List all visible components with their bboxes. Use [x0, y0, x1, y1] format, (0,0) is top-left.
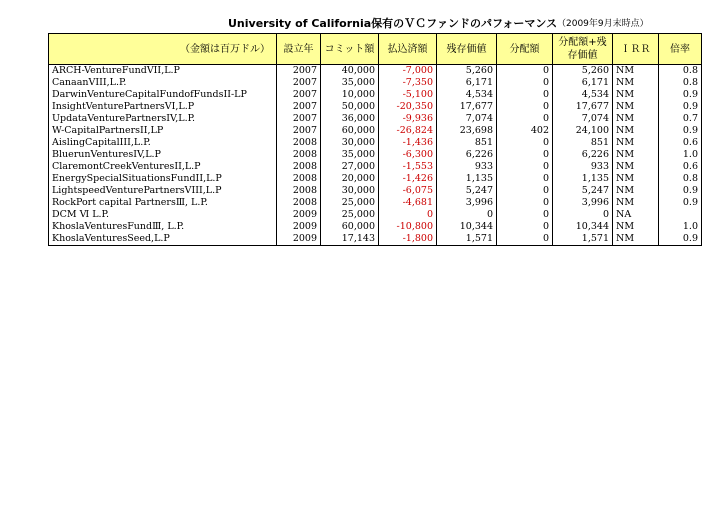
cell-commit: 30,000 — [321, 137, 379, 149]
cell-irr: NA — [613, 209, 659, 221]
cell-distributed: 402 — [497, 125, 553, 137]
cell-paid-in: -1,553 — [379, 161, 437, 173]
cell-distributed: 0 — [497, 113, 553, 125]
cell-total: 851 — [553, 137, 613, 149]
cell-year: 2007 — [277, 89, 321, 101]
cell-commit: 36,000 — [321, 113, 379, 125]
column-header-multiple: 倍率 — [659, 34, 702, 65]
cell-irr: NM — [613, 137, 659, 149]
cell-multiple: 0.9 — [659, 125, 702, 137]
table-row — [49, 209, 702, 221]
cell-year: 2007 — [277, 113, 321, 125]
cell-multiple: 0.9 — [659, 197, 702, 209]
cell-commit: 20,000 — [321, 173, 379, 185]
cell-year: 2008 — [277, 185, 321, 197]
table-row — [49, 233, 702, 246]
cell-name: CanaanVIII,L.P. — [49, 77, 277, 89]
cell-total: 3,996 — [553, 197, 613, 209]
cell-total: 5,247 — [553, 185, 613, 197]
cell-paid-in: -5,100 — [379, 89, 437, 101]
cell-name: KhoslaVenturesSeed,L.P — [49, 233, 277, 246]
cell-year: 2009 — [277, 209, 321, 221]
cell-irr: NM — [613, 101, 659, 113]
cell-paid-in: -1,800 — [379, 233, 437, 246]
table-row — [49, 77, 702, 89]
cell-multiple: 0.9 — [659, 101, 702, 113]
table-row — [49, 137, 702, 149]
cell-name: DarwinVentureCapitalFundofFundsII-LP — [49, 89, 277, 101]
cell-multiple: 1.0 — [659, 221, 702, 233]
cell-total: 17,677 — [553, 101, 613, 113]
cell-residual: 7,074 — [437, 113, 497, 125]
cell-multiple: 0.8 — [659, 65, 702, 78]
table-row — [49, 221, 702, 233]
cell-year: 2009 — [277, 221, 321, 233]
cell-commit: 40,000 — [321, 65, 379, 78]
cell-paid-in: -26,824 — [379, 125, 437, 137]
cell-year: 2007 — [277, 101, 321, 113]
cell-multiple: 0.7 — [659, 113, 702, 125]
cell-irr: NM — [613, 149, 659, 161]
column-header-total — [553, 34, 613, 65]
cell-total: 7,074 — [553, 113, 613, 125]
column-header-residual: 残存価値 — [437, 34, 497, 65]
cell-paid-in: -6,300 — [379, 149, 437, 161]
cell-multiple: 0.6 — [659, 161, 702, 173]
cell-residual: 10,344 — [437, 221, 497, 233]
cell-distributed: 0 — [497, 173, 553, 185]
cell-name: BluerunVenturesIV,L.P — [49, 149, 277, 161]
cell-commit: 10,000 — [321, 89, 379, 101]
cell-residual: 4,534 — [437, 89, 497, 101]
cell-irr: NM — [613, 125, 659, 137]
cell-name: UpdataVenturePartnersIV,L.P. — [49, 113, 277, 125]
cell-multiple: 0.9 — [659, 89, 702, 101]
cell-distributed: 0 — [497, 197, 553, 209]
cell-distributed: 0 — [497, 77, 553, 89]
cell-residual: 1,135 — [437, 173, 497, 185]
column-header-paid-in: 払込済額 — [379, 34, 437, 65]
cell-irr: NM — [613, 89, 659, 101]
cell-name: InsightVenturePartnersVI,L.P — [49, 101, 277, 113]
cell-commit: 60,000 — [321, 125, 379, 137]
cell-irr: NM — [613, 77, 659, 89]
cell-name: LightspeedVenturePartnersVIII,L.P — [49, 185, 277, 197]
cell-year: 2007 — [277, 125, 321, 137]
cell-paid-in: -9,936 — [379, 113, 437, 125]
cell-distributed: 0 — [497, 65, 553, 78]
table-body — [49, 65, 702, 246]
cell-total: 5,260 — [553, 65, 613, 78]
cell-residual: 17,677 — [437, 101, 497, 113]
cell-residual: 5,247 — [437, 185, 497, 197]
cell-distributed: 0 — [497, 221, 553, 233]
cell-residual: 23,698 — [437, 125, 497, 137]
cell-irr: NM — [613, 113, 659, 125]
cell-paid-in: -10,800 — [379, 221, 437, 233]
cell-distributed: 0 — [497, 209, 553, 221]
cell-irr: NM — [613, 197, 659, 209]
table-row — [49, 197, 702, 209]
cell-residual: 6,171 — [437, 77, 497, 89]
cell-commit: 35,000 — [321, 77, 379, 89]
cell-multiple: 1.0 — [659, 149, 702, 161]
cell-name: EnergySpecialSituationsFundII,L.P — [49, 173, 277, 185]
cell-multiple: 0.6 — [659, 137, 702, 149]
cell-total: 24,100 — [553, 125, 613, 137]
cell-total: 1,571 — [553, 233, 613, 246]
cell-distributed: 0 — [497, 149, 553, 161]
cell-total: 6,226 — [553, 149, 613, 161]
table-row — [49, 113, 702, 125]
cell-residual: 851 — [437, 137, 497, 149]
cell-distributed: 0 — [497, 101, 553, 113]
cell-paid-in: -4,681 — [379, 197, 437, 209]
page-title: University of California保有のＶＣファンドのパフォーマンス — [228, 17, 558, 30]
cell-paid-in: -20,350 — [379, 101, 437, 113]
table-row — [49, 101, 702, 113]
cell-commit: 27,000 — [321, 161, 379, 173]
cell-residual: 0 — [437, 209, 497, 221]
cell-year: 2008 — [277, 137, 321, 149]
table-row — [49, 149, 702, 161]
cell-residual: 1,571 — [437, 233, 497, 246]
column-header-distributed: 分配額 — [497, 34, 553, 65]
cell-year: 2008 — [277, 197, 321, 209]
cell-total: 1,135 — [553, 173, 613, 185]
table-row — [49, 161, 702, 173]
cell-residual: 5,260 — [437, 65, 497, 78]
cell-year: 2008 — [277, 149, 321, 161]
cell-irr: NM — [613, 233, 659, 246]
cell-irr: NM — [613, 65, 659, 78]
cell-paid-in: -1,426 — [379, 173, 437, 185]
cell-paid-in: -7,000 — [379, 65, 437, 78]
cell-commit: 17,143 — [321, 233, 379, 246]
column-header-year: 設立年 — [277, 34, 321, 65]
cell-total: 10,344 — [553, 221, 613, 233]
cell-name: KhoslaVenturesFundⅢ, L.P. — [49, 221, 277, 233]
cell-commit: 25,000 — [321, 197, 379, 209]
cell-residual: 6,226 — [437, 149, 497, 161]
cell-multiple — [659, 209, 702, 221]
cell-total: 6,171 — [553, 77, 613, 89]
column-header-irr: ＩＲＲ — [613, 34, 659, 65]
cell-name: DCM Ⅵ L.P. — [49, 209, 277, 221]
fund-performance-table — [48, 33, 702, 246]
cell-year: 2009 — [277, 233, 321, 246]
cell-irr: NM — [613, 221, 659, 233]
cell-residual: 3,996 — [437, 197, 497, 209]
cell-name: ClaremontCreekVenturesII,L.P — [49, 161, 277, 173]
cell-name: W-CapitalPartnersII,LP — [49, 125, 277, 137]
cell-distributed: 0 — [497, 185, 553, 197]
cell-year: 2007 — [277, 77, 321, 89]
table-row — [49, 173, 702, 185]
cell-year: 2008 — [277, 161, 321, 173]
cell-year: 2008 — [277, 173, 321, 185]
column-header-total-line2: 存価値 — [567, 50, 598, 61]
cell-paid-in: -1,436 — [379, 137, 437, 149]
cell-commit: 30,000 — [321, 185, 379, 197]
cell-multiple: 0.9 — [659, 185, 702, 197]
as-of-date: （2009年9月末時点） — [557, 19, 649, 29]
table-row — [49, 185, 702, 197]
cell-irr: NM — [613, 161, 659, 173]
cell-multiple: 0.9 — [659, 233, 702, 246]
cell-commit: 50,000 — [321, 101, 379, 113]
cell-total: 4,534 — [553, 89, 613, 101]
cell-name: RockPort capital PartnersⅢ, L.P. — [49, 197, 277, 209]
column-header-total-line1: 分配額+残 — [558, 37, 607, 48]
cell-name: AislingCapitalIII,L.P. — [49, 137, 277, 149]
column-header-commit: コミット額 — [321, 34, 379, 65]
column-header-name: （金額は百万ドル） — [49, 34, 277, 65]
cell-irr: NM — [613, 185, 659, 197]
cell-multiple: 0.8 — [659, 77, 702, 89]
cell-multiple: 0.8 — [659, 173, 702, 185]
cell-paid-in: -7,350 — [379, 77, 437, 89]
table-row — [49, 89, 702, 101]
cell-distributed: 0 — [497, 137, 553, 149]
cell-year: 2007 — [277, 65, 321, 78]
cell-residual: 933 — [437, 161, 497, 173]
cell-irr: NM — [613, 173, 659, 185]
cell-commit: 25,000 — [321, 209, 379, 221]
cell-name: ARCH-VentureFundVII,L.P — [49, 65, 277, 78]
table-header-row — [49, 34, 702, 65]
cell-paid-in: 0 — [379, 209, 437, 221]
cell-commit: 35,000 — [321, 149, 379, 161]
cell-commit: 60,000 — [321, 221, 379, 233]
table-row — [49, 65, 702, 78]
cell-distributed: 0 — [497, 161, 553, 173]
cell-paid-in: -6,075 — [379, 185, 437, 197]
cell-total: 933 — [553, 161, 613, 173]
cell-total: 0 — [553, 209, 613, 221]
table-row — [49, 125, 702, 137]
cell-distributed: 0 — [497, 233, 553, 246]
cell-distributed: 0 — [497, 89, 553, 101]
